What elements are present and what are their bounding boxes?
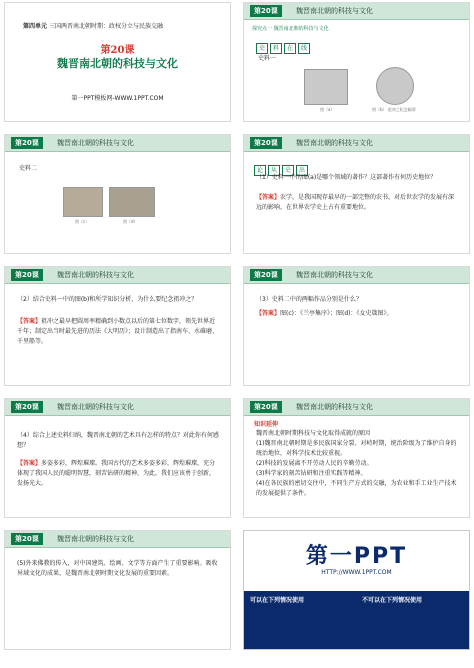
lesson-badge: 第20课: [11, 401, 43, 413]
lesson-badge: 第20课: [250, 137, 282, 149]
header-title: 魏晋南北朝的科技与文化: [57, 403, 134, 411]
reason-item: (3)科学家的刻苦钻研和注重实践等精神。: [256, 470, 367, 477]
reason-item: (4)在各民族的密切交往中，不同生产方式的交融，为农业和手工业生产技术的发展提供了条件。: [256, 480, 457, 497]
slide-1[interactable]: [4, 2, 231, 122]
unit-title: 三国两晋南北朝时期：政权分立与民族交融: [48, 23, 163, 30]
slide-header: [5, 267, 230, 284]
answer: [17, 459, 220, 489]
question: （1）史料一中的图(a)是哪个领域的著作？这部著作有何历史地位？: [256, 174, 437, 181]
logo-url[interactable]: HTTP://WWW.1PPT.COM: [321, 569, 392, 576]
lesson-badge: 第20课: [250, 401, 282, 413]
answer: [17, 317, 220, 347]
slide-7[interactable]: [4, 398, 231, 518]
slide-header: [244, 3, 469, 20]
lesson-badge: 第20课: [250, 269, 282, 281]
slide-header: [244, 267, 469, 284]
slide-header: [5, 399, 230, 416]
logo: 第一PPT: [305, 544, 408, 569]
question: （3）史料二中的两幅作品分别是什么？: [256, 296, 362, 303]
book-image: [304, 69, 348, 105]
lesson-title: 魏晋南北朝的科技与文化: [57, 57, 178, 70]
template-footer[interactable]: 第一PPT模板网-WWW.1PPT.COM: [71, 95, 164, 102]
slide-header: [244, 135, 469, 152]
slide-6[interactable]: [243, 266, 470, 386]
calligraphy-image: [63, 187, 103, 217]
slide-header: [5, 531, 230, 548]
slide-8[interactable]: [243, 398, 470, 518]
header-title: 魏晋南北朝的科技与文化: [57, 139, 134, 147]
header-title: 魏晋南北朝的科技与文化: [296, 403, 373, 411]
slide-9[interactable]: [4, 530, 231, 650]
header-title: 魏晋南北朝的科技与文化: [296, 271, 373, 279]
answer-tag: 【答案】: [256, 310, 281, 317]
caption-a: 图（a）: [320, 107, 335, 112]
header-title: 魏晋南北朝的科技与文化: [296, 139, 373, 147]
knowledge-tag: 知识延伸: [254, 421, 279, 428]
box-char: 料: [270, 43, 282, 54]
question: （4）综合上述史料归纳，魏晋南北朝的艺术具有怎样的特点？对此你有何感想？: [17, 432, 219, 449]
lesson-number: 第20课: [100, 45, 135, 56]
answer-text: 多姿多彩，辉煌璀璨。我国古代的艺术多姿多彩，辉煌璀璨，充分体现了我国人民的聪明智慧，刻苦钻研的精神，为此，我们应该勇于创新，发扬光大。: [17, 460, 216, 487]
caption-d: 图（d）: [123, 219, 138, 224]
answer: [256, 309, 459, 319]
answer-tag: 【答案】: [256, 194, 281, 201]
lesson-badge: 第20课: [11, 137, 43, 149]
box-char: 出: [296, 165, 308, 176]
answer-text: 图(c)：《兰亭集序》；图(d)：《女史箴图》。: [280, 310, 393, 317]
slide-10[interactable]: [243, 530, 470, 650]
box-char: 在: [284, 43, 296, 54]
header-title: 魏晋南北朝的科技与文化: [57, 535, 134, 543]
slide-4[interactable]: [243, 134, 470, 254]
answer-tag: 【答案】: [17, 460, 42, 467]
slide-header: [5, 135, 230, 152]
reason-item: (2)科技的发展离不开劳动人民的辛勤劳动。: [256, 460, 373, 467]
caption-b: 图（b） 祖冲之纪念邮票: [372, 107, 416, 112]
box-char: 线: [298, 43, 310, 54]
caption-c: 图（c）: [75, 219, 90, 224]
box-char: 论: [254, 165, 266, 176]
box-char: 史: [282, 165, 294, 176]
slide-2[interactable]: [243, 2, 470, 122]
header-title: 魏晋南北朝的科技与文化: [296, 7, 373, 15]
reason-item: (1)魏晋南北朝时期是多民族国家分裂、对峙时期，统治阶级为了维护自身的统治地位，对科学技术比较重视。: [256, 440, 457, 457]
forbidden-title: 不可以在下列情况使用: [362, 597, 423, 604]
stamp-image: [376, 67, 414, 105]
box-char: 从: [268, 165, 280, 176]
material-label: 史料一: [258, 55, 277, 62]
answer-tag: 【答案】: [17, 318, 42, 325]
answer: [256, 193, 459, 213]
material-label: 史料二: [19, 165, 38, 172]
box-char: 史: [256, 43, 268, 54]
lesson-badge: 第20课: [250, 5, 282, 17]
unit-label: 第四单元: [23, 23, 48, 30]
extension-text: (5)外来佛教的传入，对中国建筑、绘画、文学等方面产生了重要影响。吸收异域文化的成果，是魏晋南北朝时期文化发展的重要因素。: [17, 560, 218, 577]
question: （2）结合史料一中的图(b)和所学知识分析，为什么要纪念祖冲之？: [17, 296, 198, 303]
painting-image: [109, 187, 155, 217]
slide-3[interactable]: [4, 134, 231, 254]
slide-header: [244, 399, 469, 416]
unit-line: [23, 21, 163, 30]
lesson-badge: 第20课: [11, 269, 43, 281]
header-title: 魏晋南北朝的科技与文化: [57, 271, 134, 279]
section-box: [256, 35, 312, 54]
answer-text: 农学。是我国现存最早的一部完整的农书，对后世农学的发展有深远的影响，在世界农学史上占有重要地位。: [256, 194, 455, 211]
slide-5[interactable]: [4, 266, 231, 386]
answer-text: 祖冲之最早把圆周率精确到小数点以后的第七位数字，领先世界近千年；制定出当时最先进的历法《大明历》；设计制造出了指南车、水碓磨、千里船等。: [17, 318, 219, 345]
reasons-title: 魏晋南北朝时期科技与文化取得成就的原因: [256, 430, 371, 437]
lesson-badge: 第20课: [11, 533, 43, 545]
explore-point: 探究点一 魏晋南北朝的科技与文化: [252, 26, 329, 32]
allowed-title: 可以在下列情况使用: [250, 597, 305, 604]
